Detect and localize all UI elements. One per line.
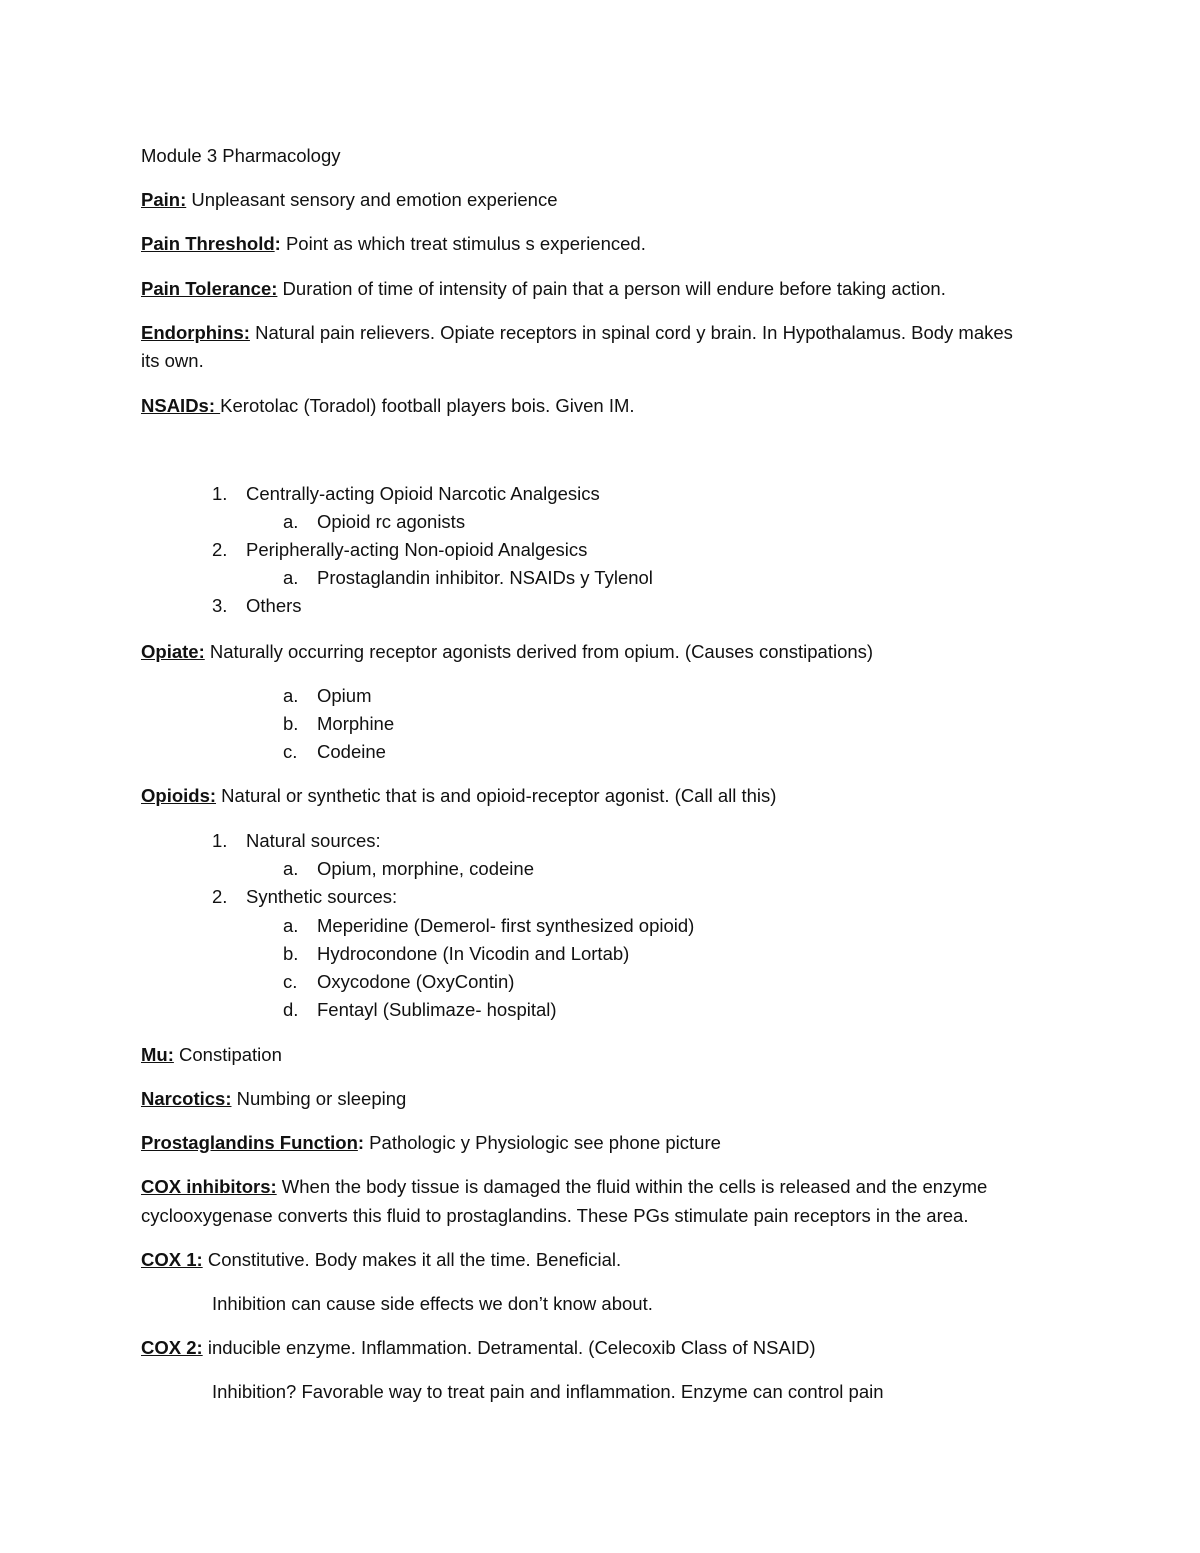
list-letter: a. xyxy=(283,858,299,879)
list-item: Centrally-acting Opioid Narcotic Analgesics xyxy=(246,483,600,504)
term-cox1: COX 1: xyxy=(141,1249,203,1270)
term-endorphins: Endorphins: xyxy=(141,322,250,343)
list-letter: b. xyxy=(283,943,299,964)
term-mu: Mu: xyxy=(141,1044,174,1065)
list-subitem: Morphine xyxy=(317,713,395,734)
def-endorphins-cont: its own. xyxy=(141,350,204,371)
term-pain-threshold-colon: : xyxy=(274,233,281,254)
term-prostaglandins-colon: : xyxy=(357,1132,365,1153)
definition-pain-tolerance xyxy=(141,277,946,301)
list-subitem: Oxycodone (OxyContin) xyxy=(317,971,515,992)
list-subitem: Opium, morphine, codeine xyxy=(317,858,534,879)
def-cox1: Constitutive. Body makes it all the time. Beneficial. xyxy=(202,1249,622,1270)
definition-pain xyxy=(141,188,558,212)
list-subitem: Fentayl (Sublimaze- hospital) xyxy=(317,999,557,1020)
def-opiate: Naturally occurring receptor agonists derived from opium. (Causes constipations) xyxy=(204,641,874,662)
definition-cox-inhibitors xyxy=(141,1175,987,1199)
definition-cox2 xyxy=(141,1336,815,1360)
definition-endorphins xyxy=(141,321,1013,345)
def-endorphins: Natural pain relievers. Opiate receptors in spinal cord y brain. In Hypothalamus. Body makes xyxy=(249,322,1013,343)
list-letter: c. xyxy=(283,971,298,992)
list-item: Peripherally-acting Non-opioid Analgesics xyxy=(246,539,588,560)
list-subitem: Opioid rc agonists xyxy=(317,511,466,532)
definition-opioids xyxy=(141,784,776,808)
list-letter: a. xyxy=(283,685,299,706)
def-narcotics: Numbing or sleeping xyxy=(231,1088,407,1109)
term-pain-tolerance: Pain Tolerance: xyxy=(141,278,278,299)
def-pain-tolerance: Duration of time of intensity of pain that a person will endure before taking action. xyxy=(277,278,946,299)
definition-prostaglandins xyxy=(141,1131,721,1155)
note-cox2: Inhibition? Favorable way to treat pain and inflammation. Enzyme can control pain xyxy=(212,1381,884,1402)
list-number: 1. xyxy=(212,483,228,504)
list-number: 3. xyxy=(212,595,228,616)
def-cox-inhibitors-cont: cyclooxygenase converts this fluid to prostaglandins. These PGs stimulate pain receptors in the area. xyxy=(141,1205,969,1226)
list-letter: c. xyxy=(283,741,298,762)
term-prostaglandins: Prostaglandins Function xyxy=(141,1132,358,1153)
definition-cox1 xyxy=(141,1248,621,1272)
list-number: 1. xyxy=(212,830,228,851)
def-pain-threshold: Point as which treat stimulus s experienced. xyxy=(280,233,646,254)
definition-nsaids xyxy=(141,394,635,418)
list-subitem: Opium xyxy=(317,685,372,706)
list-letter: a. xyxy=(283,567,299,588)
document-title: Module 3 Pharmacology xyxy=(141,145,341,166)
list-letter: b. xyxy=(283,713,299,734)
def-mu: Constipation xyxy=(173,1044,282,1065)
term-nsaids: NSAIDs: xyxy=(141,395,221,416)
list-item: Others xyxy=(246,595,302,616)
def-cox-inhibitors: When the body tissue is damaged the fluid within the cells is released and the enzyme xyxy=(276,1176,988,1197)
list-letter: a. xyxy=(283,915,299,936)
list-item: Synthetic sources: xyxy=(246,886,398,907)
def-opioids: Natural or synthetic that is and opioid-receptor agonist. (Call all this) xyxy=(216,785,777,806)
term-cox-inhibitors: COX inhibitors: xyxy=(141,1176,277,1197)
definition-pain-threshold xyxy=(141,232,646,256)
list-number: 2. xyxy=(212,886,228,907)
def-pain: Unpleasant sensory and emotion experience xyxy=(186,189,558,210)
def-prostaglandins: Pathologic y Physiologic see phone picture xyxy=(364,1132,721,1153)
list-item: Natural sources: xyxy=(246,830,381,851)
definition-opiate xyxy=(141,640,873,664)
term-pain: Pain: xyxy=(141,189,187,210)
list-number: 2. xyxy=(212,539,228,560)
term-opiate: Opiate: xyxy=(141,641,205,662)
term-cox2: COX 2: xyxy=(141,1337,203,1358)
def-cox2: inducible enzyme. Inflammation. Detramental. (Celecoxib Class of NSAID) xyxy=(202,1337,816,1358)
list-subitem: Meperidine (Demerol- first synthesized opioid) xyxy=(317,915,695,936)
def-nsaids: Kerotolac (Toradol) football players bois. Given IM. xyxy=(220,395,635,416)
list-letter: d. xyxy=(283,999,299,1020)
definition-mu xyxy=(141,1043,282,1067)
list-letter: a. xyxy=(283,511,299,532)
term-pain-threshold: Pain Threshold xyxy=(141,233,275,254)
note-cox1: Inhibition can cause side effects we don’t know about. xyxy=(212,1293,653,1314)
list-subitem: Hydrocondone (In Vicodin and Lortab) xyxy=(317,943,630,964)
term-narcotics: Narcotics: xyxy=(141,1088,232,1109)
term-opioids: Opioids: xyxy=(141,785,217,806)
definition-narcotics xyxy=(141,1087,406,1111)
list-subitem: Codeine xyxy=(317,741,386,762)
list-subitem: Prostaglandin inhibitor. NSAIDs y Tylenol xyxy=(317,567,653,588)
